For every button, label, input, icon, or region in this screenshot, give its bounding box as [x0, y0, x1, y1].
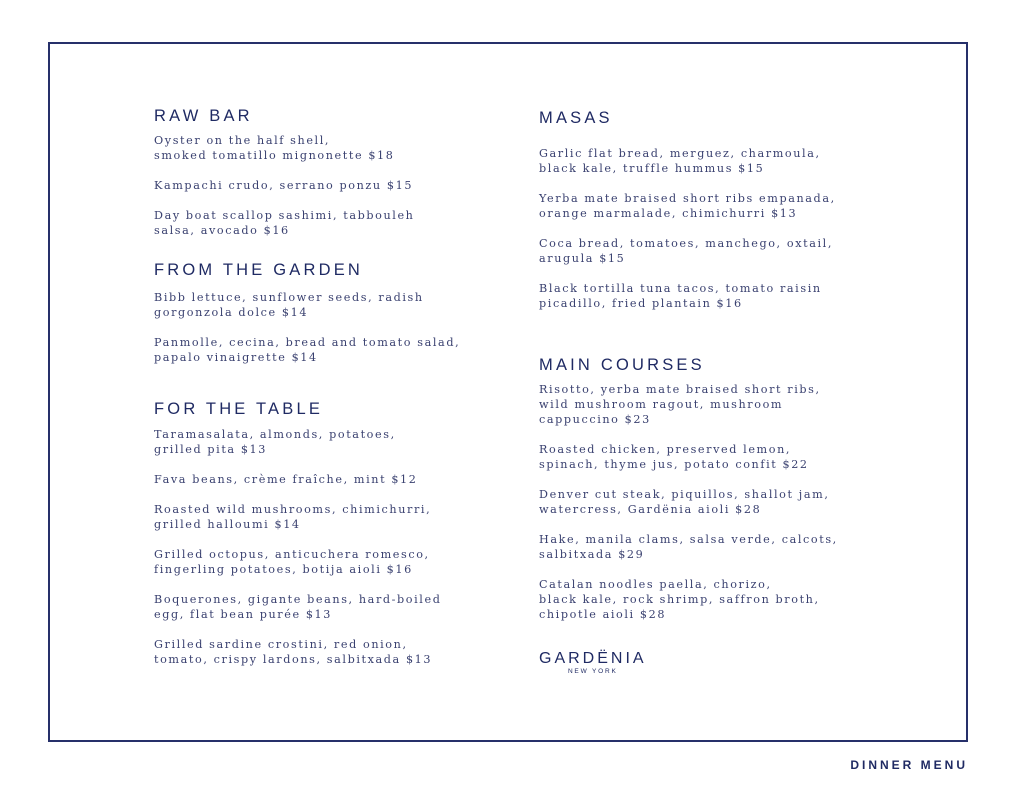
section-title-for-the-table: FOR THE TABLE: [154, 400, 324, 418]
menu-item: Panmolle, cecina, bread and tomato salad, papalo vinaigrette $14: [154, 336, 461, 364]
menu-item: Catalan noodles paella, chorizo, black kale, rock shrimp, saffron broth, chipotle aioli $28: [539, 578, 820, 621]
menu-item: Denver cut steak, piquillos, shallot jam, watercress, Gardënia aioli $28: [539, 488, 830, 516]
menu-item: Bibb lettuce, sunflower seeds, radish gorgonzola dolce $14: [154, 291, 424, 319]
menu-item: Risotto, yerba mate braised short ribs, wild mushroom ragout, mushroom cappuccino $23: [539, 383, 821, 426]
menu-item: Kampachi crudo, serrano ponzu $15: [154, 179, 414, 192]
section-title-main-courses: MAIN COURSES: [539, 356, 705, 374]
menu-item: Taramasalata, almonds, potatoes, grilled pita $13: [154, 428, 396, 456]
section-title-masas: MASAS: [539, 109, 613, 127]
dinner-menu-label: DINNER MENU: [850, 758, 968, 772]
menu-item: Grilled sardine crostini, red onion, tomato, crispy lardons, salbitxada $13: [154, 638, 433, 666]
menu-item: Yerba mate braised short ribs empanada, orange marmalade, chimichurri $13: [539, 192, 836, 220]
menu-item: Grilled octopus, anticuchera romesco, fingerling potatoes, botija aioli $16: [154, 548, 430, 576]
section-title-from-the-garden: FROM THE GARDEN: [154, 261, 364, 279]
gardenia-logo: [539, 650, 647, 676]
menu-frame: [48, 42, 968, 742]
section-raw-bar: [154, 106, 514, 238]
section-from-the-garden: [154, 260, 514, 365]
menu-item: Coca bread, tomatoes, manchego, oxtail, arugula $15: [539, 237, 833, 265]
menu-item: Boquerones, gigante beans, hard-boiled egg, flat bean purée $13: [154, 593, 442, 621]
menu-item: Roasted chicken, preserved lemon, spinach, thyme jus, potato confit $22: [539, 443, 809, 471]
menu-item: Day boat scallop sashimi, tabbouleh salsa, avocado $16: [154, 209, 415, 237]
menu-item: Hake, manila clams, salsa verde, calcots, salbitxada $29: [539, 533, 838, 561]
menu-item: Garlic flat bread, merguez, charmoula, black kale, truffle hummus $15: [539, 147, 821, 175]
menu-item: Oyster on the half shell, smoked tomatillo mignonette $18: [154, 134, 395, 162]
section-title-raw-bar: RAW BAR: [154, 107, 253, 125]
logo-city: NEW YORK: [567, 668, 618, 675]
logo-name: GARDËNIA: [539, 650, 647, 667]
left-column: [154, 106, 514, 667]
menu-item: Fava beans, crème fraîche, mint $12: [154, 473, 418, 486]
section-for-the-table: [154, 399, 514, 667]
section-masas: [539, 108, 919, 311]
menu-item: Roasted wild mushrooms, chimichurri, grilled halloumi $14: [154, 503, 432, 531]
menu-item: Black tortilla tuna tacos, tomato raisin picadillo, fried plantain $16: [539, 282, 822, 310]
section-main-courses: [539, 355, 919, 622]
right-column: [539, 108, 919, 622]
